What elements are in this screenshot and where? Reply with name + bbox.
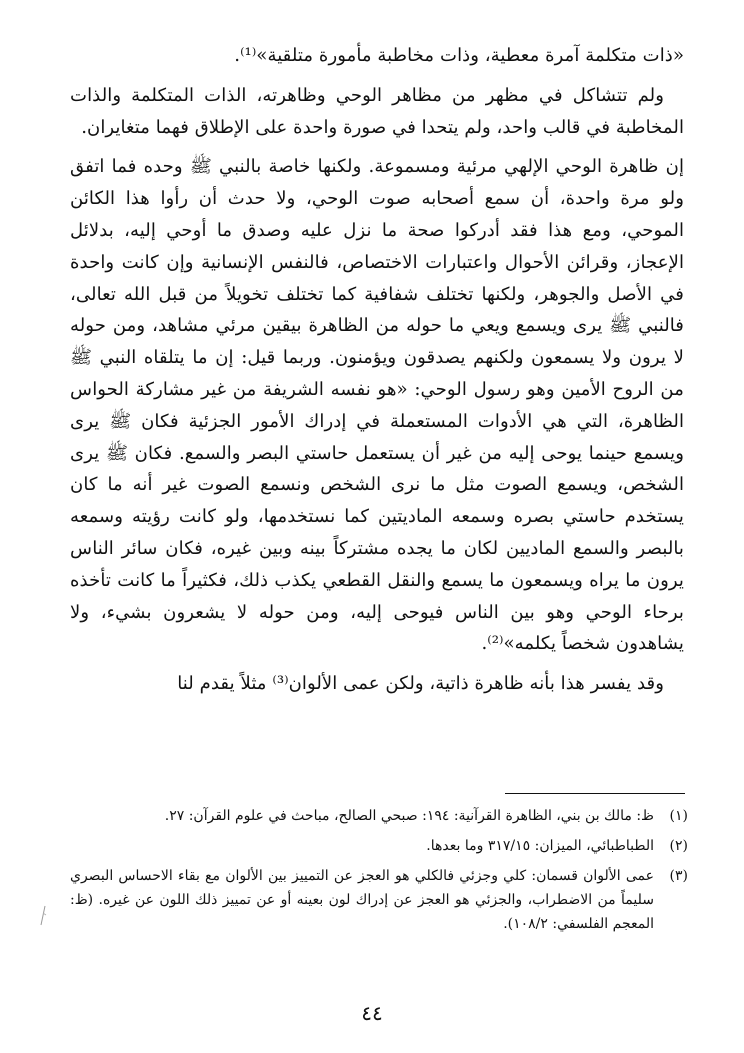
footnote-item — [70, 804, 688, 828]
footnote-separator — [505, 793, 685, 794]
footnote-item — [70, 834, 688, 858]
footnote-text: عمى الألوان قسمان: كلي وجزئي فالكلي هو العجز عن التمييز بين الألوان مع بقاء الاحساس البصري سليماً من الاضطراب، والجزئي هو العجز عن إدراك لون بعينه أو عن تمييز ذلك اللون عن غيره. (ظ: المعجم الفلسفي: ١٠٨/٢). — [70, 868, 654, 932]
footnote-text: ظ: مالك بن بني، الظاهرة القرآنية: ١٩٤: صبحي الصالح، مباحث في علوم القرآن: ٢٧. — [164, 808, 654, 824]
paragraph-self-distinction: ولم تتشاكل في مظهر من مظاهر الوحي وظاهرته، الذات المتكلمة والذات المخاطبة في قالب واحد، ولم يتحدا في صورة واحدة على الإطلاق فهما متغايران. — [70, 84, 684, 138]
footnote-text: الطباطبائي، الميزان: ٣١٧/١٥ وما بعدها. — [426, 838, 654, 854]
page-number: ٤٤ — [361, 1001, 383, 1025]
footnote-number: (١) — [669, 808, 688, 824]
main-text-block — [70, 40, 684, 700]
footnote-number: (٢) — [669, 838, 688, 854]
paragraph-color-blindness: وقد يفسر هذا بأنه ظاهرة ذاتية، ولكن عمى الألوان⁽³⁾ مثلاً يقدم لنا — [177, 673, 664, 695]
footnote-item — [70, 864, 688, 936]
paragraph-revelation-phenomenon: إن ظاهرة الوحي الإلهي مرئية ومسموعة. ولكنها خاصة بالنبي ﷺ وحده فما اتفق ولو مرة واحدة، أن سمع أصحابه صوت الوحي، ولا حدث أن رأوا هذا الكائن الموحي، ومع هذا فقد أدركوا صحة ما نزل عليه وصدق ما أوحي إليه، بدلائل الإعجاز، وقرائن الأحوال واعتبارات الاختصاص، فالنفس الإنسانية وإن كانت واحدة في الأصل والجوهر، ولكنها تختلف شفافية كما تختلف تخويلاً من قبل الله تعالى، فالنبي ﷺ يرى ويسمع ويعي ما حوله من الظاهرة بيقين مرئي مشاهد، ومن حوله لا يرون ولا يسمعون ولكنهم يصدقون ويؤمنون. وربما قيل: إن ما يتلقاه النبي ﷺ من الروح الأمين وهو رسول الوحي: «هو نفسه الشريفة من غير مشاركة الحواس الظاهرة، التي هي الأدوات المستعملة في إدراك الأمور الجزئية فكان ﷺ يرى ويسمع حينما يوحى إليه من غير أن يستعمل حاستي البصر والسمع. فكان ﷺ يرى الشخص، ويسمع الصوت مثل ما نرى الشخص ونسمع الصوت غير أنه ما كان يستخدم حاستي بصره وسمعه الماديتين كما نستخدمها، ولو كانت رؤيته وسمعه بالبصر والسمع الماديين لكان ما يجده مشتركاً بينه وبين غيره، فكان سائر الناس يرون ما يراه ويسمعون ما يسمع والنقل القطعي يكذب ذلك، فكثيراً ما كانت تأخذه برحاء الوحي وهو بين الناس فيوحى إليه، ومن حوله لا يشعرون بشيء، ولا يشاهدون شخصاً يكلمه»⁽²⁾. — [70, 156, 684, 655]
paragraph-quote-continuation: «ذات متكلمة آمرة معطية، وذات مخاطبة مأمورة متلقية»⁽¹⁾. — [234, 45, 684, 66]
footnotes — [70, 804, 688, 942]
margin-pencil-mark — [38, 905, 48, 931]
footnote-number: (٣) — [669, 868, 688, 884]
